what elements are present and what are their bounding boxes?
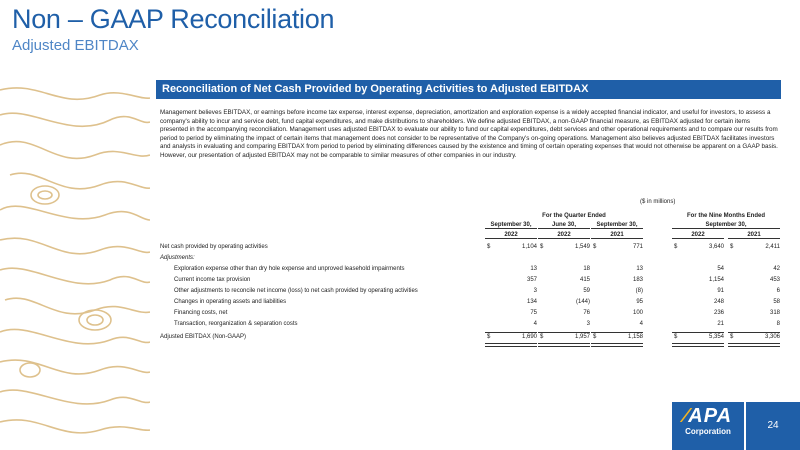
row-value: 95 [636,299,643,305]
row-value: 453 [769,277,780,283]
currency-symbol: $ [674,244,678,250]
table-row [160,266,780,276]
row-value: 318 [769,310,780,316]
row-value: 75 [530,310,537,316]
row-value: 134 [526,299,537,305]
row-label: Transaction, reorganization & separation costs [174,321,298,327]
table-row [160,277,780,287]
row-value: 54 [717,266,724,272]
row-value: 1,104 [521,244,537,250]
currency-symbol: $ [730,244,734,250]
page-subtitle: Adjusted EBITDAX [12,37,139,54]
total-double-rule [672,343,724,347]
table-row [160,310,780,320]
row-value: 1,690 [521,334,537,340]
row-value: 21 [717,321,724,327]
page-title: Non – GAAP Reconciliation [12,4,335,34]
table-total-row [160,334,780,344]
currency-symbol: $ [730,334,734,340]
table-row [160,299,780,309]
total-rule [485,332,537,333]
column-year-nine-2: 2021 [728,232,780,239]
row-label: Changes in operating assets and liabilities [174,299,287,305]
row-value: 13 [636,266,643,272]
currency-symbol: $ [593,244,597,250]
logo-name: APA [688,405,733,427]
row-value: 76 [583,310,590,316]
table-row [160,288,780,298]
row-value: 3 [533,288,537,294]
row-value: 771 [632,244,643,250]
total-double-rule [728,343,780,347]
row-value: 18 [583,266,590,272]
row-label: Current income tax provision [174,277,251,283]
description-paragraph: Management believes EBITDAX, or earnings before income tax expense, interest expense, depreciation, amortization and exploration expense is a widely accepted financial indicator, and useful for investors, to assess a company's ability to incur and service debt, fund capital expenditures, and make distributions to shareholders. We define adjusted EBITDAX, a non-GAAP financial measure, as EBITDAX adjusted for certain items presented in the accompanying reconciliation. Management uses adjusted EBITDAX to evaluate our ability to fund our capital expenditures, debt services and other operational requirements and to compare our results from period to period by eliminating the impact of certain items that management does not consider to be representative of the Company's on-going operations. Management also believes adjusted EBITDAX facilitates investors and analysts in evaluating and comparing EBITDAX from period to period by eliminating differences caused by the existence and timing of certain operating expenses that would not otherwise be apparent on a GAAP basis. However, our presentation of adjusted EBITDAX may not be comparable to similar measures of other companies in our industry. [160,109,778,159]
table-row [160,244,780,254]
table-row [160,255,780,265]
total-rule [538,332,590,333]
row-value: (144) [575,299,590,305]
row-value: 59 [583,288,590,294]
row-value: 91 [717,288,724,294]
currency-symbol: $ [540,244,544,250]
column-date-nine: September 30, [672,222,780,229]
row-value: 4 [639,321,643,327]
column-date-3: September 30, [591,222,643,229]
logo-box [672,402,744,450]
row-label: Other adjustments to reconcile net income (loss) to net cash provided by operating activities [174,288,418,294]
row-label: Exploration expense other than dry hole expense and unproved leasehold impairments [174,266,405,272]
total-rule [728,332,780,333]
row-value: 248 [713,299,724,305]
row-label: Net cash provided by operating activities [160,244,268,250]
row-value: 415 [579,277,590,283]
group-header-quarter: For the Quarter Ended [542,213,606,219]
group-header-nine-months: For the Nine Months Ended [687,213,765,219]
row-value: 3,306 [764,334,780,340]
table-row [160,321,780,331]
row-value: 58 [773,299,780,305]
row-label: Adjusted EBITDAX (Non-GAAP) [160,334,247,340]
currency-symbol: $ [487,334,491,340]
row-value: 2,411 [765,244,780,250]
row-value: 4 [533,321,537,327]
row-value: 236 [713,310,724,316]
woodgrain-decoration [0,70,150,440]
row-value: 1,154 [708,277,724,283]
row-value: (8) [635,288,643,294]
row-value: 8 [776,321,780,327]
total-rule [672,332,724,333]
row-value: 100 [632,310,643,316]
row-value: 13 [530,266,537,272]
total-rule [591,332,643,333]
currency-symbol: $ [487,244,491,250]
row-label: Adjustments: [160,255,195,261]
column-date-1: September 30, [485,222,537,229]
section-heading: Reconciliation of Net Cash Provided by Operating Activities to Adjusted EBITDAX [156,80,781,99]
total-double-rule [538,343,590,347]
row-value: 1,158 [627,334,643,340]
column-year-nine-1: 2022 [672,232,724,239]
row-value: 183 [632,277,643,283]
row-label: Financing costs, net [174,310,228,316]
row-value: 3,640 [708,244,724,250]
row-value: 1,957 [574,334,590,340]
column-date-2: June 30, [538,222,590,229]
logo-subtitle: Corporation [685,427,731,436]
logo-swoosh-icon: ⁄ [683,405,689,427]
column-year-2: 2022 [538,232,590,239]
row-value: 357 [526,277,537,283]
page-number: 24 [746,402,800,450]
total-double-rule [485,343,537,347]
column-year-1: 2022 [485,232,537,239]
row-value: 3 [586,321,590,327]
column-year-3: 2021 [591,232,643,239]
apa-logo [672,405,744,427]
row-value: 6 [776,288,780,294]
row-value: 1,549 [574,244,590,250]
currency-symbol: $ [674,334,678,340]
units-label: ($ in millions) [640,199,676,205]
row-value: 42 [773,266,780,272]
currency-symbol: $ [540,334,544,340]
currency-symbol: $ [593,334,597,340]
total-double-rule [591,343,643,347]
row-value: 5,354 [708,334,724,340]
